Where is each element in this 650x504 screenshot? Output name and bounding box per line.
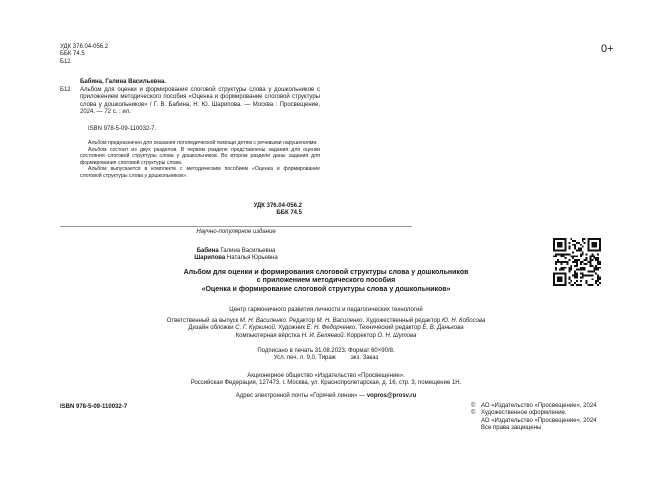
hotline-email: vopros@prosv.ru <box>366 393 417 399</box>
credit-person: С. Г. Куркиной <box>235 325 275 332</box>
credit-text: . Художник <box>274 325 307 332</box>
publisher-info <box>150 373 502 388</box>
hotline-label: Адрес электронной почты «Горячей линии» — <box>235 393 366 399</box>
bottom-bbk-code: ББК 74.5 <box>276 210 302 217</box>
copyright-text: Художественное оформление. <box>481 410 567 417</box>
credit-person: О. Н. Шутова <box>377 332 417 339</box>
entry-description: Альбом для оценки и формирования слоговой структуры слова у дошкольников с приложением методического пособия «Оценка и формирование слоговой структуры слова у дошкольников» / Г. В. Бабина, Н. Ю. Шарипова. — Москва : Просвещение, 2024. — 72 с. : ил. <box>80 87 320 116</box>
annotation-paragraph: Альбом предназначен для оказания логопедической помощи детям с речевыми нарушениями. <box>88 140 318 146</box>
credits <box>120 318 532 340</box>
authors-list <box>60 248 412 263</box>
author-line <box>60 248 412 255</box>
print-info-line: Подписано в печать 31.08.2023. Формат 60×90/8. <box>257 348 395 354</box>
section-divider <box>60 226 412 227</box>
credit-text: Компьютерная вёрстка <box>235 332 302 339</box>
credit-person: М. Н. Василенко <box>316 318 363 324</box>
hotline-line <box>150 393 502 400</box>
copyright-text: АО «Издательство «Просвещение», 2024 <box>481 417 597 424</box>
credit-text: . Технический редактор <box>355 325 423 332</box>
credit-text: Ответственный за выпуск <box>166 318 240 324</box>
book-title <box>150 269 502 294</box>
bbk-code: ББК 74.5 <box>60 51 85 58</box>
credit-text: . Корректор <box>343 332 378 339</box>
copyright-symbol: © <box>471 403 476 409</box>
publication-genre: Научно-популярное издание <box>196 229 276 235</box>
copyright-text: Все права защищены <box>481 425 542 432</box>
credits-line <box>120 333 532 340</box>
author-surname: Бабина <box>196 248 219 254</box>
annotation-paragraph: Альбом выпускается в комплекте с методическим пособием «Оценка и формирование слоговой структуры слова у дошкольников». <box>80 166 320 179</box>
author-surname: Шарипова <box>194 255 226 262</box>
copyright-block <box>471 403 641 433</box>
copyright-line <box>471 425 641 432</box>
qr-code-icon <box>553 238 601 286</box>
entry-author: Бабина, Галина Васильевна. <box>80 79 166 85</box>
author-name: Галина Васильевна <box>220 248 276 254</box>
copyright-line <box>471 403 641 410</box>
credit-person: Е. Н. Федорченко <box>306 325 356 332</box>
title-line: с приложением методического пособия <box>256 277 396 285</box>
udk-code: УДК 376.04-056.2 <box>60 44 109 50</box>
credit-person: Е. В. Данькова <box>422 325 464 332</box>
catalog-codes <box>60 44 180 66</box>
annotation-paragraph: Альбом состоит из двух разделов. В первом разделе представлены задания для оценки состояния слоговой структуры слова у дошкольников. Во втором разделе даны задания для формирования слоговой структуры слова. <box>80 146 320 166</box>
copyright-text: АО «Издательство «Просвещение», 2024 <box>481 403 597 409</box>
copyright-symbol: © <box>471 410 476 417</box>
author-name: Наталья Юрьевна <box>226 255 278 262</box>
credits-line <box>120 325 532 332</box>
credit-text: . Редактор <box>285 318 317 324</box>
author-line <box>60 255 412 262</box>
bottom-udk-code: УДК 376.04-056.2 <box>253 203 302 209</box>
entry-isbn: ISBN 978-5-09-110032-7. <box>88 126 157 132</box>
credit-person: Н. И. Беляевой <box>301 332 344 339</box>
credit-text: Дизайн обложки <box>188 325 236 332</box>
age-rating: 0+ <box>601 43 614 55</box>
author-mark: Б12 <box>60 58 71 65</box>
title-line: «Оценка и формирование слоговой структуры слова у дошкольников» <box>201 285 451 293</box>
credit-person: Ю. Н. Кобосова <box>441 318 486 324</box>
credit-person: М. Н. Василенко <box>239 318 286 324</box>
center-name: Центр гармоничного развития личности и педагогических технологий <box>229 307 423 313</box>
annotation <box>80 140 320 180</box>
credit-text: . Художественный редактор <box>362 318 442 324</box>
copyright-line <box>471 418 641 425</box>
print-info <box>150 348 502 363</box>
publisher-address: Российская Федерация, 127473, г. Москва, ул. Краснопролетарская, д. 16, стр. 3, помещение 1Н. <box>190 380 462 387</box>
bottom-catalog-codes <box>200 203 302 218</box>
title-line: Альбом для оценки и формирования слоговой структуры слова у дошкольников <box>183 269 469 276</box>
entry-code: Б12 <box>60 87 71 93</box>
copyright-line <box>471 410 641 417</box>
publisher-name: Акционерное общество «Издательство «Просвещение». <box>247 373 405 379</box>
print-info-line: Усл. печ. л. 9,0. Тираж экз. Заказ <box>273 355 379 362</box>
isbn-bottom: ISBN 978-5-09-110032-7 <box>60 404 128 410</box>
